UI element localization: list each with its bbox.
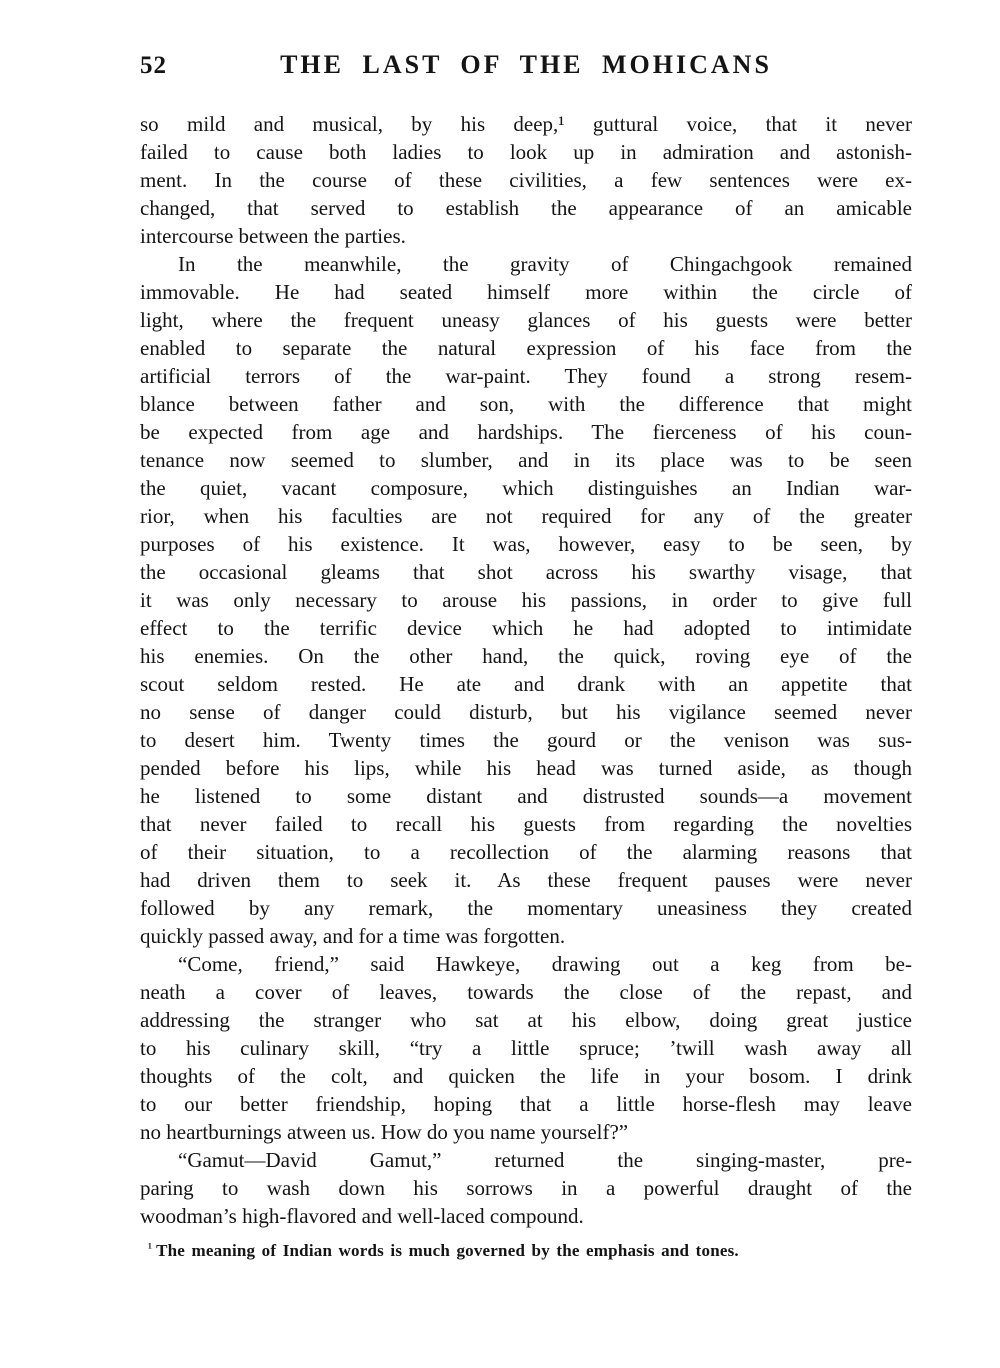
text-line: artificial terrors of the war-paint. They found a strong resem- [140,364,912,388]
body-text [140,110,912,1230]
page-number: 52 [140,52,167,79]
footnote-marker: ¹ [148,1240,153,1255]
text-line: blance between father and son, with the difference that might [140,392,912,416]
page-header [140,50,912,84]
text-line: rior, when his faculties are not required for any of the greater [140,504,912,528]
text-line: failed to cause both ladies to look up in admiration and astonish- [140,140,912,164]
text-line: effect to the terrific device which he had adopted to intimidate [140,616,912,640]
text-line: light, where the frequent uneasy glances of his guests were better [140,308,912,332]
footnote [148,1240,912,1261]
text-line: addressing the stranger who sat at his elbow, doing great justice [140,1008,912,1032]
text-line: followed by any remark, the momentary uneasiness they created [140,896,912,920]
text-line: intercourse between the parties. [140,224,406,248]
text-line: of their situation, to a recollection of the alarming reasons that [140,840,912,864]
text-line: to our better friendship, hoping that a little horse-flesh may leave [140,1092,912,1116]
text-line: paring to wash down his sorrows in a powerful draught of the [140,1176,912,1200]
text-line: thoughts of the colt, and quicken the life in your bosom. I drink [140,1064,912,1088]
text-line: “Come, friend,” said Hawkeye, drawing out a keg from be- [178,952,912,976]
text-line: immovable. He had seated himself more within the circle of [140,280,912,304]
text-line: scout seldom rested. He ate and drank with an appetite that [140,672,912,696]
text-line: ment. In the course of these civilities, a few sentences were ex- [140,168,912,192]
text-line: quickly passed away, and for a time was forgotten. [140,924,566,948]
running-title: THE LAST OF THE MOHICANS [280,50,772,79]
text-line: enabled to separate the natural expression of his face from the [140,336,912,360]
text-line: tenance now seemed to slumber, and in its place was to be seen [140,448,912,472]
text-line: no sense of danger could disturb, but his vigilance seemed never [140,700,912,724]
text-line: pended before his lips, while his head was turned aside, as though [140,756,912,780]
text-line: he listened to some distant and distrusted sounds—a movement [140,784,912,808]
text-line: to desert him. Twenty times the gourd or the venison was sus- [140,728,912,752]
text-line: neath a cover of leaves, towards the close of the repast, and [140,980,912,1004]
text-line: it was only necessary to arouse his passions, in order to give full [140,588,912,612]
text-line: be expected from age and hardships. The fierceness of his coun- [140,420,912,444]
text-line: purposes of his existence. It was, however, easy to be seen, by [140,532,912,556]
text-line: the quiet, vacant composure, which distinguishes an Indian war- [140,476,912,500]
text-line: changed, that served to establish the appearance of an amicable [140,196,912,220]
footnote-text: The meaning of Indian words is much governed by the emphasis and tones. [156,1241,739,1260]
text-line: his enemies. On the other hand, the quick, roving eye of the [140,644,912,668]
text-line: had driven them to seek it. As these frequent pauses were never [140,868,912,892]
text-line: In the meanwhile, the gravity of Chingachgook remained [178,252,912,276]
text-line: woodman’s high-flavored and well-laced compound. [140,1204,584,1228]
text-line: that never failed to recall his guests from regarding the novelties [140,812,912,836]
text-line: no heartburnings atween us. How do you name yourself?” [140,1120,629,1144]
text-line: “Gamut—David Gamut,” returned the singing-master, pre- [178,1148,912,1172]
text-line: to his culinary skill, “try a little spruce; ’twill wash away all [140,1036,912,1060]
text-line: so mild and musical, by his deep,¹ guttural voice, that it never [140,112,912,136]
text-line: the occasional gleams that shot across his swarthy visage, that [140,560,912,584]
